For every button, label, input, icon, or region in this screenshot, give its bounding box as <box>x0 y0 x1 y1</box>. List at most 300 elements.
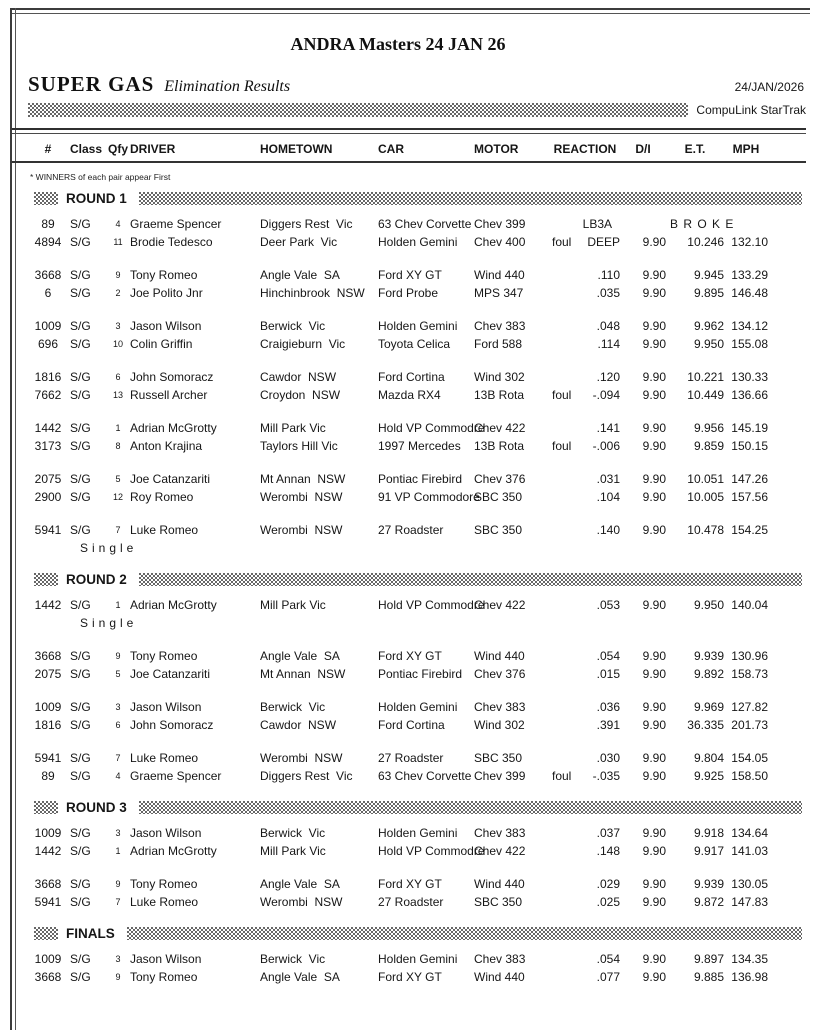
cell-hometown: Mill Park Vic <box>260 844 326 858</box>
reaction-value: .141 <box>596 421 620 435</box>
reaction-value: .031 <box>596 472 620 486</box>
col-header-reaction: REACTION <box>553 142 617 156</box>
results-body <box>28 191 768 986</box>
cell-driver: Joe Polito Jnr <box>130 286 203 300</box>
cell-reaction <box>550 893 620 911</box>
cell-qfy: 3 <box>115 702 121 712</box>
halftone-segment <box>34 192 58 205</box>
cell-qfy: 3 <box>115 321 121 331</box>
cell-mph: 157.56 <box>731 490 768 504</box>
halftone-fill <box>139 801 802 814</box>
reaction-value: .037 <box>596 826 620 840</box>
result-row <box>28 266 768 284</box>
cell-class: S/G <box>70 751 91 765</box>
cell-reaction <box>550 716 620 734</box>
reaction-value: .036 <box>596 700 620 714</box>
cell-qfy: 7 <box>115 897 121 907</box>
cell-qfy: 9 <box>115 972 121 982</box>
single-annotation: Single <box>80 616 138 630</box>
cell-et: 9.892 <box>693 667 724 681</box>
reaction-value: -.006 <box>592 439 620 453</box>
cell-qfy: 4 <box>115 771 121 781</box>
result-row <box>28 842 768 860</box>
cell-car: Holden Gemini <box>378 952 458 966</box>
cell-car: Holden Gemini <box>378 700 458 714</box>
cell-car: Ford XY GT <box>378 877 442 891</box>
cell-et: 9.885 <box>693 970 724 984</box>
cell-num: 3668 <box>34 970 62 984</box>
cell-driver: Tony Romeo <box>130 649 198 663</box>
cell-di: 9.90 <box>642 769 666 783</box>
cell-car: Pontiac Firebird <box>378 667 463 681</box>
cell-qfy: 1 <box>115 846 121 856</box>
cell-motor: Chev 422 <box>474 844 526 858</box>
round-band <box>34 926 802 941</box>
foul-flag <box>552 521 582 539</box>
brand-line <box>28 102 806 118</box>
result-row <box>28 368 768 386</box>
pair-group <box>28 215 768 251</box>
cell-reaction <box>550 215 620 233</box>
foul-flag <box>552 284 582 302</box>
cell-motor: Chev 383 <box>474 700 526 714</box>
round-label: FINALS <box>66 926 115 941</box>
cell-motor: SBC 350 <box>474 895 523 909</box>
cell-hometown: Mill Park Vic <box>260 598 326 612</box>
foul-flag <box>552 665 582 683</box>
cell-reaction <box>550 968 620 986</box>
pair-group <box>28 368 768 404</box>
cell-mph: 136.66 <box>731 388 768 402</box>
cell-motor: Chev 383 <box>474 952 526 966</box>
cell-hometown: Angle Vale SA <box>260 877 340 891</box>
cell-et: 9.895 <box>693 286 724 300</box>
cell-car: 27 Roadster <box>378 895 444 909</box>
cell-car: Holden Gemini <box>378 235 458 249</box>
cell-hometown: Werombi NSW <box>260 490 343 504</box>
cell-hometown: Berwick Vic <box>260 700 326 714</box>
cell-num: 2900 <box>34 490 62 504</box>
reaction-value: .030 <box>596 751 620 765</box>
cell-qfy: 3 <box>115 954 121 964</box>
cell-num: 696 <box>37 337 59 351</box>
reaction-value: .148 <box>596 844 620 858</box>
cell-driver: Anton Krajina <box>130 439 203 453</box>
page-content <box>28 12 806 1001</box>
foul-flag: foul <box>552 235 572 249</box>
foul-flag <box>552 950 582 968</box>
cell-car: Hold VP Commodre <box>378 598 485 612</box>
cell-reaction <box>550 698 620 716</box>
cell-reaction <box>550 437 620 455</box>
cell-motor: Chev 422 <box>474 421 526 435</box>
cell-di: 9.90 <box>642 844 666 858</box>
cell-hometown: Diggers Rest Vic <box>260 769 353 783</box>
cell-di: 9.90 <box>642 952 666 966</box>
round-label: ROUND 3 <box>66 800 127 815</box>
cell-qfy: 11 <box>113 237 123 247</box>
cell-di: 9.90 <box>642 718 666 732</box>
cell-motor: Chev 376 <box>474 472 526 486</box>
cell-num: 1442 <box>34 598 62 612</box>
cell-class: S/G <box>70 217 91 231</box>
cell-car: 27 Roadster <box>378 751 444 765</box>
cell-mph: 134.64 <box>731 826 768 840</box>
cell-motor: Chev 383 <box>474 826 526 840</box>
foul-flag <box>552 842 582 860</box>
cell-driver: Adrian McGrotty <box>130 421 217 435</box>
category-title: SUPER GAS <box>28 72 155 96</box>
cell-mph: 147.26 <box>731 472 768 486</box>
reaction-value: .025 <box>596 895 620 909</box>
round-band <box>34 800 802 815</box>
cell-car: Ford Probe <box>378 286 439 300</box>
cell-class: S/G <box>70 490 91 504</box>
foul-flag <box>552 875 582 893</box>
cell-class: S/G <box>70 769 91 783</box>
cell-mph: 127.82 <box>731 700 768 714</box>
halftone-fill <box>139 192 802 205</box>
cell-mph: 136.98 <box>731 970 768 984</box>
cell-driver: John Somoracz <box>130 718 214 732</box>
cell-hometown: Angle Vale SA <box>260 268 340 282</box>
cell-mph: 141.03 <box>731 844 768 858</box>
cell-et: 9.969 <box>693 700 724 714</box>
foul-flag <box>552 368 582 386</box>
reaction-value: LB3A <box>582 217 612 231</box>
cell-et: 9.945 <box>693 268 724 282</box>
result-row <box>28 596 768 614</box>
result-row <box>28 968 768 986</box>
cell-class: S/G <box>70 718 91 732</box>
single-annotation: Single <box>80 541 138 555</box>
cell-hometown: Deer Park Vic <box>260 235 338 249</box>
result-row <box>28 335 768 353</box>
cell-num: 1009 <box>34 700 62 714</box>
brand-label: CompuLink StarTrak <box>696 103 806 117</box>
reaction-value: .114 <box>597 337 620 351</box>
pair-group <box>28 266 768 302</box>
cell-motor: Chev 383 <box>474 319 526 333</box>
pair-group <box>28 875 768 911</box>
cell-et: 9.917 <box>693 844 724 858</box>
pair-group <box>28 470 768 506</box>
halftone-segment <box>34 801 58 814</box>
cell-et: 9.939 <box>693 877 724 891</box>
pair-group <box>28 317 768 353</box>
halftone-fill <box>139 573 802 586</box>
cell-num: 1442 <box>34 421 62 435</box>
cell-car: Ford XY GT <box>378 970 442 984</box>
cell-qfy: 7 <box>115 753 121 763</box>
cell-hometown: Werombi NSW <box>260 523 343 537</box>
cell-hometown: Hinchinbrook NSW <box>260 286 365 300</box>
cell-qfy: 13 <box>112 390 123 400</box>
col-header-num: # <box>44 142 52 156</box>
cell-reaction <box>550 386 620 404</box>
cell-driver: Joe Catanzariti <box>130 667 211 681</box>
cell-reaction <box>550 488 620 506</box>
pair-group <box>28 749 768 785</box>
cell-qfy: 8 <box>115 441 121 451</box>
cell-class: S/G <box>70 439 91 453</box>
cell-mph: 154.05 <box>731 751 768 765</box>
cell-car: Hold VP Commodre <box>378 421 485 435</box>
cell-di: 9.90 <box>642 286 666 300</box>
cell-reaction <box>550 521 620 539</box>
cell-di: 9.90 <box>642 700 666 714</box>
cell-et: B R O K E <box>670 217 735 231</box>
cell-et: 9.962 <box>693 319 724 333</box>
cell-driver: Jason Wilson <box>130 319 202 333</box>
cell-num: 5941 <box>34 751 62 765</box>
cell-driver: Jason Wilson <box>130 700 202 714</box>
cell-hometown: Diggers Rest Vic <box>260 217 353 231</box>
cell-motor: Wind 440 <box>474 970 525 984</box>
result-row <box>28 824 768 842</box>
cell-motor: 13B Rota <box>474 439 525 453</box>
cell-qfy: 9 <box>115 651 121 661</box>
cell-di: 9.90 <box>642 421 666 435</box>
cell-motor: Wind 302 <box>474 370 525 384</box>
cell-num: 2075 <box>34 472 62 486</box>
cell-num: 3668 <box>34 877 62 891</box>
cell-reaction <box>550 950 620 968</box>
pair-group <box>28 419 768 455</box>
cell-di: 9.90 <box>642 235 666 249</box>
cell-mph: 130.96 <box>731 649 768 663</box>
reaction-value: .035 <box>596 286 620 300</box>
cell-class: S/G <box>70 895 91 909</box>
table-header-row <box>28 141 768 157</box>
cell-et: 10.051 <box>687 472 724 486</box>
foul-flag <box>552 893 582 911</box>
foul-flag <box>552 488 582 506</box>
result-row <box>28 317 768 335</box>
col-header-driver: DRIVER <box>130 142 176 156</box>
cell-num: 4894 <box>34 235 62 249</box>
cell-di: 9.90 <box>642 268 666 282</box>
cell-car: Ford XY GT <box>378 649 442 663</box>
cell-qfy: 2 <box>115 288 121 298</box>
cell-motor: Wind 440 <box>474 649 525 663</box>
cell-car: Ford XY GT <box>378 268 442 282</box>
cell-qfy: 5 <box>115 669 121 679</box>
header-rule-bottom <box>12 161 806 163</box>
pair-group <box>28 596 768 632</box>
cell-di: 9.90 <box>642 667 666 681</box>
header-rule-top <box>12 128 806 134</box>
result-row <box>28 950 768 968</box>
cell-mph: 147.83 <box>731 895 768 909</box>
cell-hometown: Croydon NSW <box>260 388 341 402</box>
cell-hometown: Craigieburn Vic <box>260 337 346 351</box>
cell-num: 1442 <box>34 844 62 858</box>
foul-flag: foul <box>552 388 572 402</box>
cell-num: 5941 <box>34 895 62 909</box>
result-row <box>28 284 768 302</box>
col-header-motor: MOTOR <box>474 142 519 156</box>
foul-flag <box>552 749 582 767</box>
cell-qfy: 5 <box>115 474 121 484</box>
cell-reaction <box>550 596 620 614</box>
cell-motor: SBC 350 <box>474 751 523 765</box>
cell-reaction <box>550 284 620 302</box>
cell-di: 9.90 <box>642 337 666 351</box>
cell-reaction <box>550 335 620 353</box>
cell-num: 1009 <box>34 319 62 333</box>
cell-qfy: 10 <box>112 339 123 349</box>
halftone-band <box>28 103 688 117</box>
col-header-et: E.T. <box>684 142 706 156</box>
cell-et: 36.335 <box>687 718 724 732</box>
halftone-segment <box>34 927 58 940</box>
cell-hometown: Berwick Vic <box>260 826 326 840</box>
cell-driver: Roy Romeo <box>130 490 194 504</box>
cell-car: Ford Cortina <box>378 718 445 732</box>
cell-et: 9.956 <box>693 421 724 435</box>
cell-motor: 13B Rota <box>474 388 525 402</box>
foul-flag: foul <box>552 439 572 453</box>
result-row <box>28 470 768 488</box>
cell-hometown: Mt Annan NSW <box>260 472 346 486</box>
cell-et: 9.950 <box>693 598 724 612</box>
pair-group <box>28 647 768 683</box>
cell-reaction <box>550 317 620 335</box>
cell-reaction <box>550 368 620 386</box>
round-label: ROUND 1 <box>66 191 127 206</box>
result-row <box>28 698 768 716</box>
cell-et: 10.449 <box>687 388 724 402</box>
round-band <box>34 572 802 587</box>
cell-num: 3668 <box>34 268 62 282</box>
result-row <box>28 488 768 506</box>
cell-motor: Chev 376 <box>474 667 526 681</box>
result-row <box>28 386 768 404</box>
cell-reaction <box>550 749 620 767</box>
result-row <box>28 233 768 251</box>
cell-driver: Adrian McGrotty <box>130 598 217 612</box>
cell-motor: SBC 350 <box>474 490 523 504</box>
cell-mph: 154.25 <box>731 523 768 537</box>
cell-class: S/G <box>70 970 91 984</box>
subtitle: Elimination Results <box>164 78 291 95</box>
result-row <box>28 767 768 785</box>
cell-car: Toyota Celica <box>378 337 451 351</box>
halftone-fill <box>127 927 802 940</box>
result-row <box>28 647 768 665</box>
cell-hometown: Taylors Hill Vic <box>260 439 338 453</box>
cell-qfy: 6 <box>115 720 121 730</box>
cell-et: 9.939 <box>693 649 724 663</box>
cell-di: 9.90 <box>642 970 666 984</box>
cell-class: S/G <box>70 598 91 612</box>
cell-car: Mazda RX4 <box>378 388 441 402</box>
cell-qfy: 9 <box>115 270 121 280</box>
cell-class: S/G <box>70 877 91 891</box>
cell-mph: 201.73 <box>731 718 768 732</box>
cell-hometown: Werombi NSW <box>260 895 343 909</box>
foul-flag <box>552 698 582 716</box>
reaction-value: -.035 <box>592 769 620 783</box>
cell-qfy: 3 <box>115 828 121 838</box>
cell-class: S/G <box>70 667 91 681</box>
reaction-value: .391 <box>596 718 620 732</box>
reaction-value: .054 <box>596 649 620 663</box>
foul-flag <box>552 266 582 284</box>
cell-di: 9.90 <box>642 598 666 612</box>
foul-flag <box>552 419 582 437</box>
cell-di: 9.90 <box>642 895 666 909</box>
col-header-qfy: Qfy <box>107 142 128 156</box>
cell-hometown: Berwick Vic <box>260 319 326 333</box>
section-header <box>28 72 804 97</box>
cell-mph: 132.10 <box>731 235 768 249</box>
cell-driver: Adrian McGrotty <box>130 844 217 858</box>
cell-driver: Jason Wilson <box>130 952 202 966</box>
result-row <box>28 893 768 911</box>
cell-reaction <box>550 419 620 437</box>
reaction-value: .029 <box>596 877 620 891</box>
cell-class: S/G <box>70 388 91 402</box>
result-row <box>28 665 768 683</box>
col-header-hometown: HOMETOWN <box>260 142 333 156</box>
foul-flag <box>552 968 582 986</box>
reaction-value: .053 <box>596 598 620 612</box>
foul-flag <box>552 716 582 734</box>
reaction-value: .015 <box>596 667 620 681</box>
cell-di: 9.90 <box>642 877 666 891</box>
cell-car: 63 Chev Corvette <box>378 217 472 231</box>
cell-qfy: 4 <box>115 219 121 229</box>
pair-group <box>28 824 768 860</box>
cell-driver: Jason Wilson <box>130 826 202 840</box>
cell-class: S/G <box>70 472 91 486</box>
cell-hometown: Angle Vale SA <box>260 649 340 663</box>
cell-num: 89 <box>41 769 55 783</box>
reaction-value: .054 <box>596 952 620 966</box>
cell-num: 5941 <box>34 523 62 537</box>
cell-num: 89 <box>41 217 55 231</box>
reaction-value: .140 <box>596 523 620 537</box>
cell-et: 10.246 <box>687 235 724 249</box>
cell-car: 27 Roadster <box>378 523 444 537</box>
reaction-value: .104 <box>596 490 620 504</box>
cell-qfy: 1 <box>115 600 121 610</box>
cell-class: S/G <box>70 235 91 249</box>
cell-class: S/G <box>70 370 91 384</box>
cell-car: 1997 Mercedes <box>378 439 461 453</box>
cell-mph: 158.50 <box>731 769 768 783</box>
cell-reaction <box>550 470 620 488</box>
cell-et: 9.950 <box>693 337 724 351</box>
pair-group <box>28 698 768 734</box>
foul-flag <box>550 215 574 233</box>
cell-hometown: Mt Annan NSW <box>260 667 346 681</box>
cell-motor: Chev 399 <box>474 769 526 783</box>
winners-note: * WINNERS of each pair appear First <box>30 172 171 182</box>
cell-mph: 145.19 <box>731 421 768 435</box>
cell-di: 9.90 <box>642 490 666 504</box>
cell-di: 9.90 <box>642 439 666 453</box>
cell-num: 2075 <box>34 667 62 681</box>
reaction-value: DEEP <box>587 235 620 249</box>
cell-num: 1009 <box>34 826 62 840</box>
cell-di: 9.90 <box>642 388 666 402</box>
cell-qfy: 7 <box>115 525 121 535</box>
cell-num: 3668 <box>34 649 62 663</box>
cell-driver: Tony Romeo <box>130 268 198 282</box>
